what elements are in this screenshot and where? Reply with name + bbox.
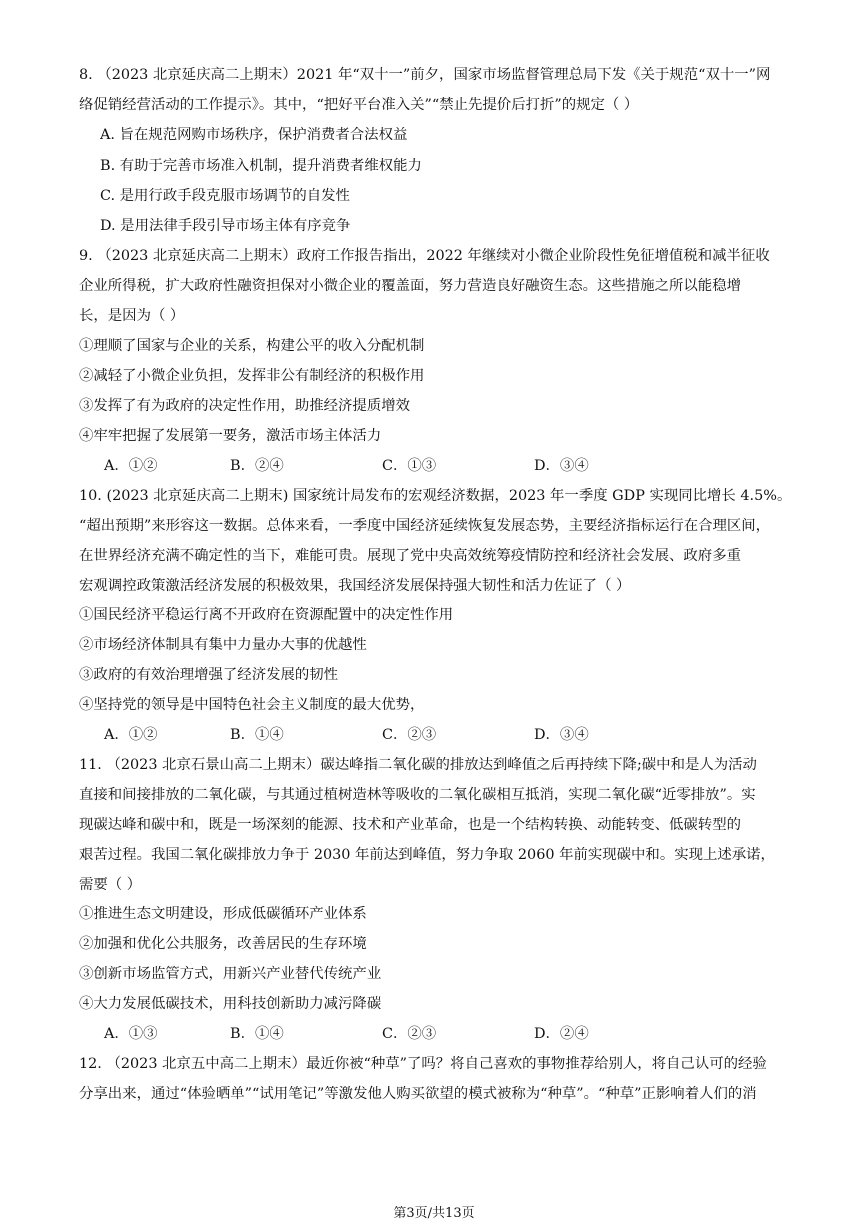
q11-choice-c: C．②③ bbox=[382, 1026, 437, 1042]
q11-stem-line-5: 需要（ ） bbox=[79, 877, 142, 893]
q10-item-1: ①国民经济平稳运行离不开政府在资源配置中的决定性作用 bbox=[79, 607, 454, 623]
q11-choice-d: D．②④ bbox=[534, 1026, 589, 1042]
q11-item-3: ③创新市场监管方式，用新兴产业替代传统产业 bbox=[79, 966, 382, 982]
q12-stem-line-2: 分享出来，通过“体验晒单”“试用笔记”等激发他人购买欲望的模式被称为“种草”。“种草”正影响着人们的消 bbox=[79, 1086, 757, 1102]
q11-stem-line-1: 11. （2023 北京石景山高二上期末）碳达峰指二氧化碳的排放达到峰值之后再持续下降;碳中和是人为活动 bbox=[79, 757, 757, 773]
q10-item-2: ②市场经济体制具有集中力量办大事的优越性 bbox=[79, 637, 367, 653]
q9-choice-d: D．③④ bbox=[534, 458, 589, 474]
q9-stem-line-3: 长，是因为（ ） bbox=[79, 308, 185, 324]
q8-option-d: D. 是用法律手段引导市场主体有序竞争 bbox=[100, 218, 351, 234]
page-number-footer: 第3页/共13页 bbox=[393, 1206, 475, 1221]
q11-stem-line-4: 艰苦过程。我国二氧化碳排放力争于 2030 年前达到峰值，努力争取 2060 年前实现碳中和。实现上述承诺， bbox=[79, 847, 775, 863]
q8-stem-line-1: 8. （2023 北京延庆高二上期末）2021 年“双十一”前夕，国家市场监督管理总局下发《关于规范“双十一”网 bbox=[79, 67, 771, 83]
q12-stem-line-1: 12. （2023 北京五中高二上期末）最近你被“种草”了吗？将自己喜欢的事物推荐给别人，将自己认可的经验 bbox=[79, 1056, 767, 1072]
q10-choice-c: C．②③ bbox=[382, 727, 437, 743]
q9-item-4: ④牢牢把握了发展第一要务，激活市场主体活力 bbox=[79, 428, 382, 444]
q9-stem-line-2: 企业所得税，扩大政府性融资担保对小微企业的覆盖面，努力营造良好融资生态。这些措施之所以能稳增 bbox=[79, 278, 741, 294]
q9-item-2: ②减轻了小微企业负担，发挥非公有制经济的积极作用 bbox=[79, 368, 425, 384]
q9-choice-a: A．①② bbox=[104, 458, 158, 474]
q10-choice-b: B．①④ bbox=[230, 727, 284, 743]
q10-choice-a: A．①② bbox=[104, 727, 158, 743]
q8-option-c: C. 是用行政手段克服市场调节的自发性 bbox=[100, 188, 350, 204]
q11-item-4: ④大力发展低碳技术，用科技创新助力减污降碳 bbox=[79, 996, 382, 1012]
q11-item-2: ②加强和优化公共服务，改善居民的生存环境 bbox=[79, 936, 367, 952]
q11-choice-b: B．①④ bbox=[230, 1026, 284, 1042]
q11-item-1: ①推进生态文明建设，形成低碳循环产业体系 bbox=[79, 906, 367, 922]
q9-choice-b: B．②④ bbox=[230, 458, 284, 474]
q9-item-3: ③发挥了有为政府的决定性作用，助推经济提质增效 bbox=[79, 398, 410, 414]
q10-stem-line-3: 在世界经济充满不确定性的当下，难能可贵。展现了党中央高效统筹疫情防控和经济社会发展、政府多重 bbox=[79, 548, 741, 564]
q8-option-a: A. 旨在规范网购市场秩序，保护消费者合法权益 bbox=[100, 127, 408, 143]
q10-item-3: ③政府的有效治理增强了经济发展的韧性 bbox=[79, 667, 339, 683]
q11-choice-a: A．①③ bbox=[104, 1026, 158, 1042]
q9-choice-c: C．①③ bbox=[382, 458, 437, 474]
q9-stem-line-1: 9. （2023 北京延庆高二上期末）政府工作报告指出，2022 年继续对小微企业阶段性免征增值税和减半征收 bbox=[79, 248, 770, 264]
q10-stem-line-1: 10. (2023 北京延庆高二上期末) 国家统计局发布的宏观经济数据，2023 年一季度 GDP 实现同比增长 4.5%。 bbox=[79, 488, 791, 504]
q10-stem-line-4: 宏观调控政策激活经济发展的积极效果，我国经济发展保持强大韧性和活力佐证了（ ） bbox=[79, 578, 631, 594]
q10-item-4: ④坚持党的领导是中国特色社会主义制度的最大优势， bbox=[79, 697, 425, 713]
q9-item-1: ①理顺了国家与企业的关系，构建公平的收入分配机制 bbox=[79, 338, 425, 354]
q8-stem-line-2: 络促销经营活动的工作提示》。其中，“把好平台准入关”“禁止先提价后打折”的规定（ ） bbox=[79, 97, 639, 113]
q10-stem-line-2: “超出预期”来形容这一数据。总体来看，一季度中国经济延续恢复发展态势，主要经济指标运行在合理区间， bbox=[79, 518, 771, 534]
q8-option-b: B. 有助于完善市场准入机制，提升消费者维权能力 bbox=[100, 158, 422, 174]
q10-choice-d: D．③④ bbox=[534, 727, 589, 743]
q11-stem-line-3: 现碳达峰和碳中和，既是一场深刻的能源、技术和产业革命，也是一个结构转换、动能转变、低碳转型的 bbox=[79, 817, 741, 833]
q11-stem-line-2: 直接和间接排放的二氧化碳，与其通过植树造林等吸收的二氧化碳相互抵消，实现二氧化碳“近零排放”。实 bbox=[79, 787, 756, 803]
